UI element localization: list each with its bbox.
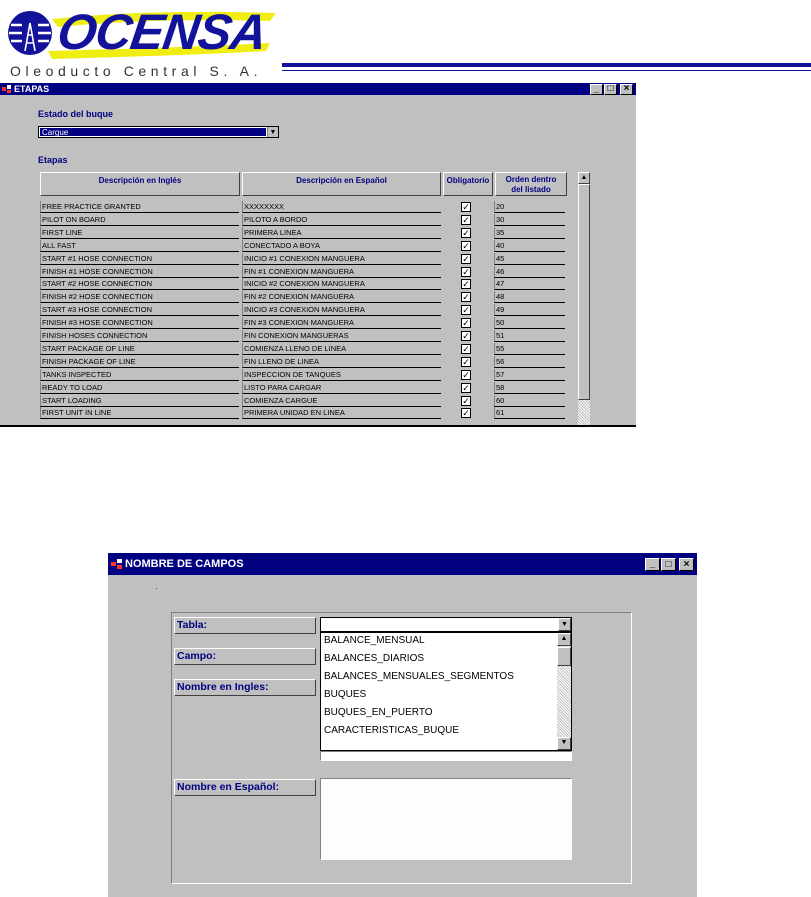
check-icon: ✓ — [462, 356, 470, 367]
cell-descripcion-ingles[interactable]: FINISH #3 HOSE CONNECTION — [40, 317, 239, 329]
cell-descripcion-ingles[interactable]: FIRST UNIT IN LINE — [40, 407, 239, 419]
cell-descripcion-espanol[interactable]: PILOTO A BORDO — [242, 214, 441, 226]
close-icon: × — [683, 559, 690, 570]
check-icon: ✓ — [462, 292, 470, 303]
cell-descripcion-ingles[interactable]: FINISH PACKAGE OF LINE — [40, 356, 239, 368]
header-rule-thin — [282, 70, 811, 71]
cell-orden[interactable]: 49 — [494, 304, 565, 316]
etapas-bottom-rule — [0, 425, 636, 427]
cell-descripcion-ingles[interactable]: ALL FAST — [40, 240, 239, 252]
ocensa-logo-header — [0, 0, 811, 84]
tabla-list-scrollbar[interactable] — [557, 633, 571, 750]
scroll-up-button[interactable] — [557, 633, 571, 646]
cell-descripcion-espanol[interactable]: FIN #3 CONEXION MANGUERA — [242, 317, 441, 329]
obligatorio-checkbox[interactable] — [461, 318, 471, 328]
cell-orden[interactable]: 47 — [494, 278, 565, 290]
etapas-window — [0, 83, 636, 425]
app-icon — [111, 559, 123, 569]
check-icon: ✓ — [462, 408, 470, 419]
cell-orden[interactable]: 20 — [494, 201, 565, 213]
check-icon: ✓ — [462, 331, 470, 341]
minimize-button[interactable] — [590, 84, 603, 95]
maximize-button[interactable] — [604, 84, 617, 95]
estado-select-value: Cargue — [40, 128, 266, 136]
check-icon: ✓ — [462, 369, 470, 380]
check-icon: ✓ — [462, 214, 470, 225]
list-item[interactable]: BUQUES — [324, 689, 367, 700]
col-header-orden[interactable]: Orden dentro del listado — [495, 172, 567, 196]
maximize-button[interactable] — [661, 558, 676, 571]
cell-orden[interactable]: 46 — [494, 266, 565, 278]
obligatorio-checkbox[interactable] — [461, 292, 471, 302]
chevron-down-icon[interactable]: ▼ — [267, 127, 278, 137]
check-icon: ✓ — [462, 318, 470, 329]
app-icon — [2, 85, 12, 93]
cell-orden[interactable]: 48 — [494, 291, 565, 303]
cell-orden[interactable]: 51 — [494, 330, 565, 342]
nombre-de-campos-window — [108, 553, 697, 897]
obligatorio-checkbox[interactable] — [461, 383, 471, 393]
cell-orden[interactable]: 55 — [494, 343, 565, 355]
list-item[interactable]: BUQUES_EN_PUERTO — [324, 707, 433, 718]
campos-window-title: NOMBRE DE CAMPOS — [125, 558, 244, 570]
etapas-vertical-scrollbar[interactable] — [578, 172, 590, 425]
cell-descripcion-ingles[interactable]: PILOT ON BOARD — [40, 214, 239, 226]
maximize-icon: □ — [665, 559, 672, 570]
cell-descripcion-espanol[interactable]: CONECTADO A BOYA — [242, 240, 441, 252]
cell-descripcion-espanol[interactable]: INICIO #3 CONEXION MANGUERA — [242, 304, 441, 316]
list-item[interactable]: BALANCES_MENSUALES_SEGMENTOS — [324, 671, 514, 682]
cell-descripcion-ingles[interactable]: FINISH HOSES CONNECTION — [40, 330, 239, 342]
col-header-obligatorio[interactable]: Obligatorio — [443, 172, 493, 196]
obligatorio-checkbox[interactable] — [461, 279, 471, 289]
cell-descripcion-ingles[interactable]: READY TO LOAD — [40, 382, 239, 394]
cell-descripcion-espanol[interactable]: FIN #1 CONEXION MANGUERA — [242, 266, 441, 278]
chevron-up-icon: ▲ — [560, 635, 568, 642]
tabla-select[interactable] — [320, 617, 572, 632]
close-button[interactable] — [679, 558, 694, 571]
scroll-down-button[interactable] — [557, 737, 571, 750]
scroll-thumb[interactable] — [578, 184, 590, 400]
cell-descripcion-espanol[interactable]: PRIMERA UNIDAD EN LINEA — [242, 407, 441, 419]
minimize-button[interactable] — [645, 558, 660, 571]
cell-descripcion-espanol[interactable]: XXXXXXXX — [242, 201, 441, 213]
chevron-down-icon[interactable]: ▼ — [558, 618, 571, 631]
nombre-ingles-input[interactable] — [320, 751, 572, 761]
obligatorio-checkbox[interactable] — [461, 331, 471, 341]
cell-descripcion-ingles[interactable]: START LOADING — [40, 395, 239, 407]
cell-descripcion-ingles[interactable]: START PACKAGE OF LINE — [40, 343, 239, 355]
scroll-up-button[interactable] — [578, 172, 590, 184]
cell-descripcion-espanol[interactable]: FIN LLENO DE LINEA — [242, 356, 441, 368]
obligatorio-checkbox[interactable] — [461, 254, 471, 264]
cell-orden[interactable]: 30 — [494, 214, 565, 226]
obligatorio-checkbox[interactable] — [461, 357, 471, 367]
list-item[interactable]: CARACTERISTICAS_BUQUE — [324, 725, 460, 736]
cell-descripcion-ingles[interactable]: FREE PRACTICE GRANTED — [40, 201, 239, 213]
grid-header — [40, 172, 570, 196]
cell-descripcion-espanol[interactable]: COMIENZA LLENO DE LINEA — [242, 343, 441, 355]
cell-orden[interactable]: 40 — [494, 240, 565, 252]
check-icon: ✓ — [462, 305, 470, 316]
tabla-label: Tabla: — [174, 617, 316, 634]
cell-orden[interactable]: 57 — [494, 369, 565, 381]
close-icon: × — [623, 83, 630, 94]
cell-orden[interactable]: 45 — [494, 253, 565, 265]
check-icon: ✓ — [462, 240, 470, 251]
minimize-icon: _ — [649, 558, 656, 569]
scroll-thumb[interactable] — [557, 647, 571, 666]
check-icon: ✓ — [462, 253, 470, 264]
cell-descripcion-ingles[interactable]: START #1 HOSE CONNECTION — [40, 253, 239, 265]
check-icon: ✓ — [462, 343, 470, 354]
campos-titlebar[interactable] — [108, 553, 697, 575]
obligatorio-checkbox[interactable] — [461, 305, 471, 315]
check-icon: ✓ — [462, 266, 470, 277]
nombre-espanol-label: Nombre en Español: — [174, 779, 316, 796]
obligatorio-checkbox[interactable] — [461, 215, 471, 225]
cell-descripcion-espanol[interactable]: INICIO #2 CONEXION MANGUERA — [242, 278, 441, 290]
obligatorio-checkbox[interactable] — [461, 408, 471, 418]
obligatorio-checkbox[interactable] — [461, 228, 471, 238]
cell-descripcion-espanol[interactable]: FIN #2 CONEXION MANGUERA — [242, 291, 441, 303]
cell-orden[interactable]: 60 — [494, 395, 565, 407]
cell-orden[interactable]: 35 — [494, 227, 565, 239]
cell-descripcion-espanol[interactable]: PRIMERA LINEA — [242, 227, 441, 239]
obligatorio-checkbox[interactable] — [461, 396, 471, 406]
cell-descripcion-ingles[interactable]: FINISH #2 HOSE CONNECTION — [40, 291, 239, 303]
check-icon: ✓ — [462, 382, 470, 393]
estado-select[interactable] — [38, 126, 279, 138]
col-header-espanol[interactable]: Descripción en Español — [242, 172, 441, 196]
col-header-ingles[interactable]: Descripción en Inglés — [40, 172, 240, 196]
estado-label: Estado del buque — [38, 109, 114, 119]
obligatorio-checkbox[interactable] — [461, 241, 471, 251]
header-rule-thick — [282, 63, 811, 67]
cell-descripcion-espanol[interactable]: INSPECCION DE TANQUES — [242, 369, 441, 381]
logo-brand-text: OCENSA — [54, 4, 270, 60]
etapas-label: Etapas — [38, 155, 68, 165]
chevron-up-icon: ▲ — [580, 174, 588, 181]
cell-descripcion-ingles[interactable]: START #2 HOSE CONNECTION — [40, 278, 239, 290]
cell-orden[interactable]: 56 — [494, 356, 565, 368]
cell-descripcion-espanol[interactable]: INICIO #1 CONEXION MANGUERA — [242, 253, 441, 265]
list-item[interactable]: BALANCES_DIARIOS — [324, 653, 425, 664]
minimize-icon: _ — [593, 83, 600, 94]
cell-descripcion-espanol[interactable]: LISTO PARA CARGAR — [242, 382, 441, 394]
etapas-window-title: ETAPAS — [14, 84, 50, 94]
cell-orden[interactable]: 61 — [494, 407, 565, 419]
chevron-down-icon: ▼ — [560, 739, 568, 746]
nombre-espanol-textarea[interactable] — [320, 778, 572, 860]
cell-descripcion-ingles[interactable]: TANKS INSPECTED — [40, 369, 239, 381]
obligatorio-checkbox[interactable] — [461, 202, 471, 212]
maximize-icon: □ — [607, 83, 614, 94]
obligatorio-checkbox[interactable] — [461, 267, 471, 277]
check-icon: ✓ — [462, 227, 470, 238]
obligatorio-checkbox[interactable] — [461, 370, 471, 380]
cell-descripcion-ingles[interactable]: FIRST LINE — [40, 227, 239, 239]
check-icon: ✓ — [462, 395, 470, 406]
list-item[interactable]: BALANCE_MENSUAL — [324, 635, 425, 646]
cell-descripcion-espanol[interactable]: FIN CONEXION MANGUERAS — [242, 330, 441, 342]
logo-subtitle: Oleoducto Central S. A. — [10, 63, 263, 79]
cell-orden[interactable]: 50 — [494, 317, 565, 329]
obligatorio-checkbox[interactable] — [461, 344, 471, 354]
nombre-ingles-label: Nombre en Ingles: — [174, 679, 316, 696]
cell-orden[interactable]: 58 — [494, 382, 565, 394]
cell-descripcion-ingles[interactable]: FINISH #1 HOSE CONNECTION — [40, 266, 239, 278]
cell-descripcion-ingles[interactable]: START #3 HOSE CONNECTION — [40, 304, 239, 316]
check-icon: ✓ — [462, 202, 470, 212]
check-icon: ✓ — [462, 279, 470, 290]
close-button[interactable] — [620, 84, 633, 95]
etapas-titlebar[interactable] — [0, 83, 636, 95]
campo-label: Campo: — [174, 648, 316, 665]
stray-dot — [156, 588, 157, 589]
cell-descripcion-espanol[interactable]: COMIENZA CARGUE — [242, 395, 441, 407]
tabla-dropdown-list[interactable] — [320, 632, 572, 751]
